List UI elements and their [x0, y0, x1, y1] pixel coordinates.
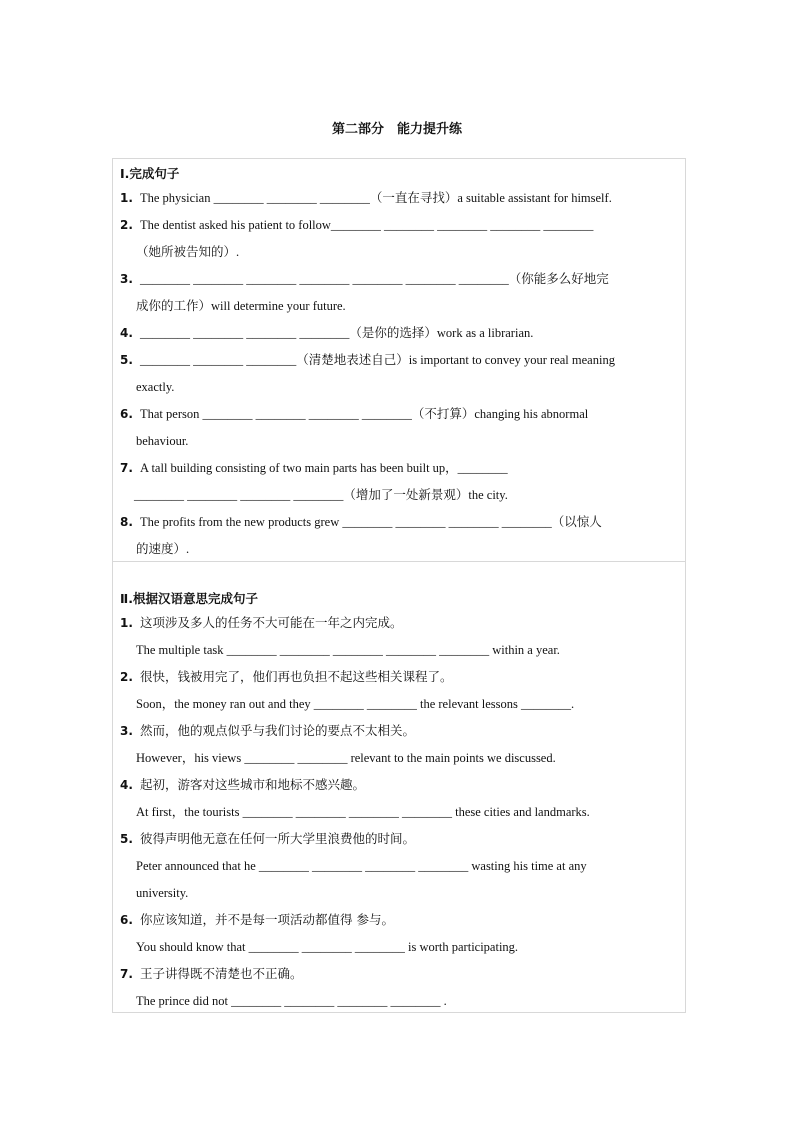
- exercise-2-7-en: The prince did not ________ ________ ________ ________ .: [136, 994, 447, 1008]
- exercise-2-1-cn: 1. 这项涉及多人的任务不大可能在一年之内完成。: [120, 615, 403, 630]
- section-1-heading: Ⅰ.完成句子: [120, 166, 180, 181]
- exercise-2-5-en: Peter announced that he ________ ________ ________ ________ wasting his time at any: [136, 859, 587, 873]
- page-title: 第二部分 能力提升练: [331, 122, 462, 137]
- exercise-2-3-en: However，his views ________ ________ relevant to the main points we discussed.: [136, 751, 556, 765]
- exercise-1-3: 3. ________ ________ ________ ________ ________ ________ ________（你能多么好地完: [120, 272, 609, 286]
- exercise-1-8-cont: 的速度）.: [136, 542, 190, 556]
- exercise-2-1-en: The multiple task ________ ________ ________ ________ ________ within a year.: [136, 643, 560, 657]
- exercise-2-6-cn: 6. 你应该知道，并不是每一项活动都值得 参与。: [120, 912, 394, 927]
- exercise-1-6-cont: behaviour.: [136, 434, 189, 448]
- exercise-1-5: 5. ________ ________ ________（清楚地表述自己）is important to convey your real meaning: [120, 353, 615, 367]
- exercise-1-6: 6. That person ________ ________ ________ ________（不打算）changing his abnormal: [120, 407, 589, 421]
- exercise-2-4-cn: 4. 起初，游客对这些城市和地标不感兴趣。: [120, 777, 366, 792]
- exercise-2-5-en-cont: university.: [136, 886, 189, 900]
- exercise-2-2-en: Soon，the money ran out and they ________ ________ the relevant lessons ________.: [136, 697, 575, 711]
- exercise-2-6-en: You should know that ________ ________ ________ is worth participating.: [136, 940, 519, 954]
- exercise-1-5-cont: exactly.: [136, 380, 175, 394]
- exercise-2-7-cn: 7. 王子讲得既不清楚也不正确。: [120, 966, 303, 981]
- exercise-1-7: 7. A tall building consisting of two main parts has been built up，________: [120, 461, 508, 475]
- exercise-1-2: 2. The dentist asked his patient to follow________ ________ ________ ________ ________: [120, 218, 594, 232]
- section-2-heading: Ⅱ.根据汉语意思完成句子: [120, 591, 258, 606]
- exercise-2-2-cn: 2. 很快，钱被用完了，他们再也负担不起这些相关课程了。: [120, 669, 453, 684]
- exercise-1-4: 4. ________ ________ ________ ________（是你的选择）work as a librarian.: [120, 326, 534, 340]
- exercise-2-4-en: At first，the tourists ________ ________ ________ ________ these cities and landmarks.: [136, 805, 590, 819]
- exercise-1-7-cont: ________ ________ ________ ________（增加了一处新景观）the city.: [134, 488, 508, 502]
- exercise-1-1: 1. The physician ________ ________ ________（一直在寻找）a suitable assistant for himself.: [120, 191, 612, 205]
- exercise-1-2-cont: （她所被告知的）.: [136, 245, 240, 259]
- exercise-1-3-cont: 成你的工作）will determine your future.: [136, 299, 346, 313]
- exercise-2-3-cn: 3. 然而，他的观点似乎与我们讨论的要点不太相关。: [120, 723, 416, 738]
- exercise-2-5-cn: 5. 彼得声明他无意在任何一所大学里浪费他的时间。: [120, 831, 416, 846]
- exercise-1-8: 8. The profits from the new products grew ________ ________ ________ ________（以惊人: [120, 515, 602, 529]
